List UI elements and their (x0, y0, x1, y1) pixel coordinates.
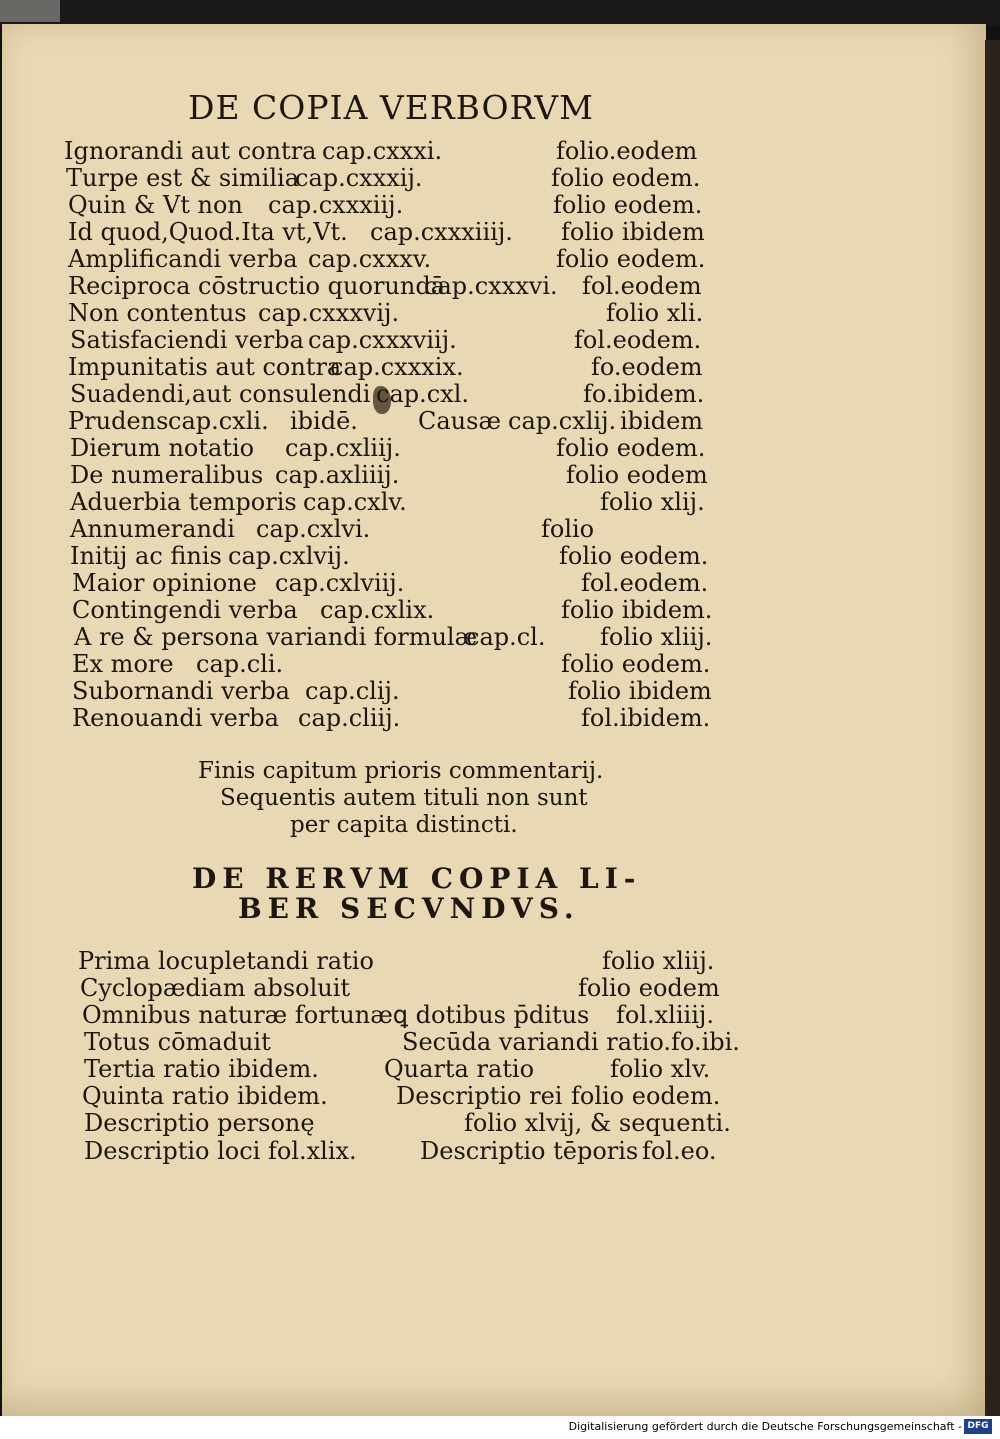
toc-row (0, 434, 1000, 462)
toc-title: Initij ac finis (70, 542, 222, 570)
toc-title: Maior opinione (72, 569, 257, 597)
finis-line-3: per capita distincti. (290, 812, 518, 838)
toc-chapter: cap.cxlvij. (228, 542, 350, 570)
toc-row (0, 164, 1000, 192)
toc-title: De numeralibus (70, 461, 264, 489)
finis-line-2: Sequentis autem tituli non sunt (220, 785, 588, 811)
toc-title: Quin & Vt non (68, 191, 243, 219)
finis-line-1: Finis capitum prioris commentarij. (198, 758, 604, 784)
toc-title: Subornandi verba (72, 677, 290, 705)
toc-folio: folio eodem. (559, 542, 709, 570)
toc-folio: folio eodem. (556, 245, 706, 273)
toc-folio: fol.eodem. (581, 569, 709, 597)
toc-chapter: cap.cl. (466, 623, 546, 651)
toc-chapter: cap.cxxxvij. (258, 299, 400, 327)
toc-chapter: cap.cxxxi. (322, 137, 443, 165)
toc-row (0, 515, 1000, 543)
scan-top-border (0, 0, 1000, 26)
toc-folio: fol.ibidem. (581, 704, 711, 732)
toc-row (0, 191, 1000, 219)
book-two-folio: folio eodem. (571, 1082, 721, 1110)
toc-title: Satisfaciendi verba (70, 326, 304, 354)
book-two-entry: Totus cōmaduit (84, 1028, 271, 1056)
book-two-folio: folio xlvij, & sequenti. (464, 1109, 731, 1137)
toc-row (0, 623, 1000, 651)
toc-chapter: cap.cxxxix. (330, 353, 464, 381)
book-two-entry-second: Descriptio tēporis (420, 1137, 639, 1165)
book-two-row (0, 1137, 1000, 1165)
book-two-folio: fol.xliiij. (616, 1001, 714, 1029)
book-two-entry: Cyclopædiam absoluit (80, 974, 351, 1002)
toc-title: Prudens (68, 407, 169, 435)
book-two-entry: Tertia ratio ibidem. (84, 1055, 319, 1083)
toc-row (0, 704, 1000, 732)
toc-row (0, 353, 1000, 381)
toc-row (0, 569, 1000, 597)
toc-folio: folio xlij. (600, 488, 705, 516)
toc-row (0, 299, 1000, 327)
toc-title: Renouandi verba (72, 704, 279, 732)
toc-chapter: cap.cxxxiiij. (370, 218, 513, 246)
book-two-folio: fol.eo. (642, 1137, 717, 1165)
toc-chapter: cap.cxxxviij. (308, 326, 457, 354)
toc-title: Non contentus (68, 299, 247, 327)
book-two-entry: Quinta ratio ibidem. (82, 1082, 328, 1110)
toc-folio: folio eodem. (551, 164, 701, 192)
book-two-entry: Omnibus naturæ fortunæꝗ dotibus p̄ditus (82, 1001, 590, 1029)
toc-chapter: cap.cxxxij. (295, 164, 423, 192)
toc-row (0, 488, 1000, 516)
toc-folio: folio xli. (606, 299, 704, 327)
toc-row (0, 326, 1000, 354)
toc-chapter: cap.axliiij. (275, 461, 400, 489)
toc-title: Ex more (72, 650, 174, 678)
toc-chapter: cap.cliij. (298, 704, 401, 732)
toc-row (0, 137, 1000, 165)
toc-folio: folio ibidem (568, 677, 712, 705)
book-two-entry-second: Descriptio rei (396, 1082, 563, 1110)
funding-credit: Digitalisierung gefördert durch die Deutsche Forschungsgemeinschaft - (568, 1420, 962, 1433)
toc-folio: folio eodem. (561, 650, 711, 678)
toc-chapter: cap.cxxxv. (308, 245, 432, 273)
book-two-row (0, 1001, 1000, 1029)
book-two-entry: Descriptio loci fol.xlix. (84, 1137, 357, 1165)
book-two-folio: folio xliij. (602, 947, 715, 975)
toc-title: A re & persona variandi formulæ (74, 623, 478, 651)
toc-title: Impunitatis aut contra (68, 353, 342, 381)
toc-folio: folio ibidem. (561, 596, 713, 624)
toc-folio: fo.eodem (591, 353, 703, 381)
dfg-logo: DFG (964, 1419, 992, 1434)
book-two-folio: folio xlv. (610, 1055, 711, 1083)
toc-chapter: cap.cxl. (376, 380, 470, 408)
toc-chapter: cap.cxxxvi. (424, 272, 558, 300)
book-two-row (0, 947, 1000, 975)
toc-title: Id quod,Quod.Ita vt,Vt. (68, 218, 348, 246)
book-two-heading-line-1: DE RERVM COPIA LI- (192, 862, 642, 895)
toc-folio: fol.eodem (582, 272, 702, 300)
toc-title: Annumerandi (70, 515, 235, 543)
running-head: DE COPIA VERBORVM (188, 88, 594, 127)
book-two-row (0, 1055, 1000, 1083)
toc-row-split (0, 407, 1000, 435)
book-two-row (0, 1109, 1000, 1137)
toc-chapter: cap.clij. (305, 677, 400, 705)
toc-folio: folio.eodem (556, 137, 698, 165)
book-two-entry: Descriptio personę (84, 1109, 315, 1137)
toc-title: Suadendi,aut consulendi (70, 380, 371, 408)
toc-title: Aduerbia temporis (70, 488, 297, 516)
toc-folio: folio ibidem (561, 218, 705, 246)
book-two-row (0, 1028, 1000, 1056)
toc-folio: fo.ibidem. (583, 380, 705, 408)
toc-row (0, 380, 1000, 408)
toc-title: Contingendi verba (72, 596, 298, 624)
book-two-row (0, 974, 1000, 1002)
toc-title: Turpe est & similia (66, 164, 300, 192)
toc-chapter: cap.cli. (196, 650, 284, 678)
scan-corner-strip (0, 0, 60, 22)
toc-title: Dierum notatio (70, 434, 255, 462)
toc-folio: ibidē. (290, 407, 358, 435)
toc-folio: folio eodem. (553, 191, 703, 219)
toc-folio: ibidem (620, 407, 704, 435)
toc-row (0, 461, 1000, 489)
toc-row (0, 677, 1000, 705)
book-two-entry: Prima locupletandi ratio (78, 947, 374, 975)
toc-row (0, 218, 1000, 246)
toc-chapter: cap.cxxxiij. (268, 191, 404, 219)
toc-chapter: cap.cxlix. (320, 596, 435, 624)
toc-chapter: cap.cxlv. (303, 488, 407, 516)
toc-chapter: cap.cxlvi. (256, 515, 371, 543)
book-two-row (0, 1082, 1000, 1110)
toc-title: Ignorandi aut contra (64, 137, 317, 165)
toc-folio: folio (541, 515, 595, 543)
toc-chapter: cap.cxlviij. (275, 569, 405, 597)
book-two-folio: Secūda variandi ratio.fo.ibi. (402, 1028, 740, 1056)
toc-row (0, 272, 1000, 300)
toc-title: Reciproca cōstructio quorundā (68, 272, 446, 300)
book-two-folio: folio eodem (578, 974, 720, 1002)
book-two-heading-line-2: BER SECVNDVS. (238, 892, 580, 925)
toc-row (0, 596, 1000, 624)
toc-folio: folio xliij. (600, 623, 713, 651)
toc-row (0, 542, 1000, 570)
toc-title: Amplificandi verba (68, 245, 298, 273)
toc-row (0, 245, 1000, 273)
toc-title: Causæ (418, 407, 502, 435)
toc-chapter: cap.cxli. (168, 407, 269, 435)
toc-folio: fol.eodem. (574, 326, 702, 354)
toc-row (0, 650, 1000, 678)
toc-folio: folio eodem. (556, 434, 706, 462)
book-two-entry-second: Quarta ratio (384, 1055, 535, 1083)
toc-folio: folio eodem (566, 461, 708, 489)
toc-chapter: cap.cxlij. (508, 407, 617, 435)
toc-chapter: cap.cxliij. (285, 434, 401, 462)
